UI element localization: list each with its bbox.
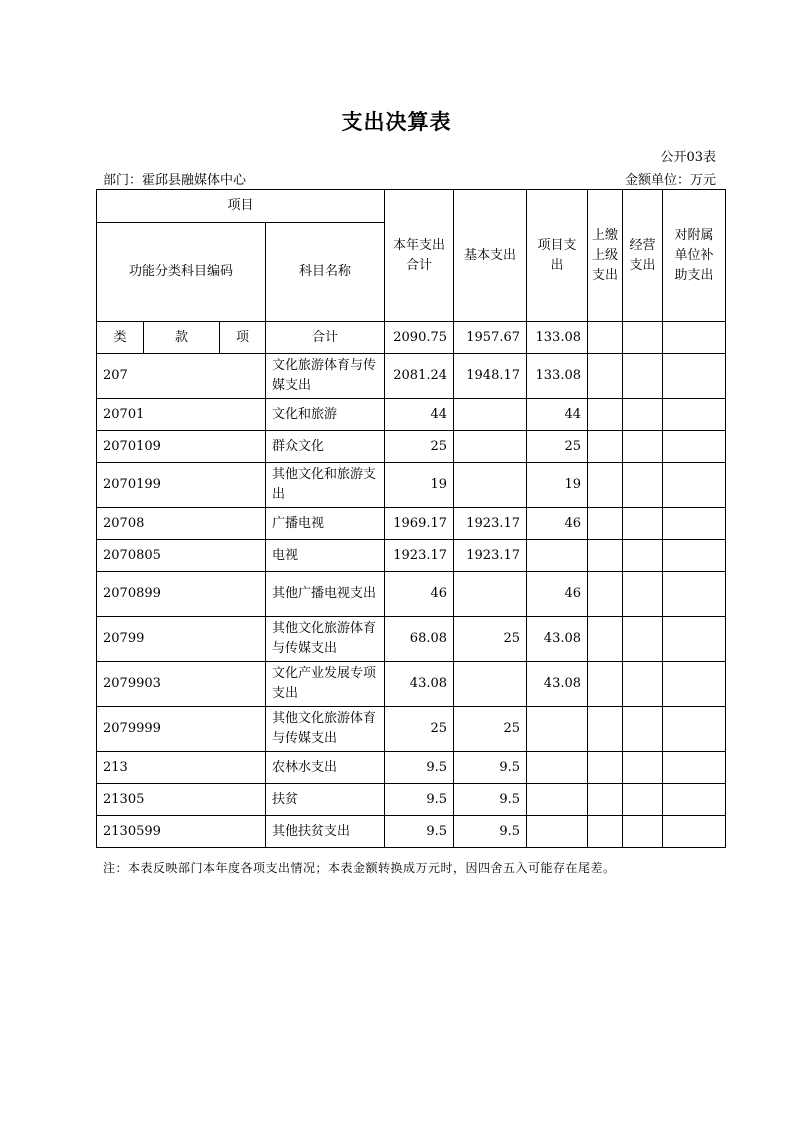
cell-subsidy: [663, 431, 726, 463]
cell-project: [527, 816, 588, 848]
page-title: 支出决算表: [341, 110, 452, 134]
cell-basic: [454, 662, 527, 707]
cell-business: [623, 752, 663, 784]
cell-basic: [454, 463, 527, 508]
cell-name: 文化旅游体育与传媒支出: [266, 354, 385, 399]
cell-subsidy: [663, 399, 726, 431]
cell-code: 20708: [97, 508, 266, 540]
table-row: [97, 572, 726, 617]
cell-name: 扶贫: [266, 784, 385, 816]
cell-upper: [588, 354, 623, 399]
cell-business: [623, 508, 663, 540]
department-label: 部门：霍邱县融媒体中心: [103, 173, 247, 188]
cell-project: 133.08: [527, 322, 588, 354]
cell-upper: [588, 540, 623, 572]
cell-project: [527, 752, 588, 784]
table-row: [97, 752, 726, 784]
cell-business: [623, 431, 663, 463]
table-row: [97, 508, 726, 540]
cell-basic: 9.5: [454, 752, 527, 784]
cell-basic: 1957.67: [454, 322, 527, 354]
cell-upper: [588, 707, 623, 752]
form-number: 公开03表: [660, 150, 716, 165]
header-business: 经营支出: [623, 190, 663, 322]
header-upper: 上缴上级支出: [588, 190, 623, 322]
cell-project: 25: [527, 431, 588, 463]
cell-upper: [588, 572, 623, 617]
cell-project: 46: [527, 572, 588, 617]
cell-subsidy: [663, 508, 726, 540]
cell-name: 其他扶贫支出: [266, 816, 385, 848]
cell-project: 46: [527, 508, 588, 540]
cell-business: [623, 399, 663, 431]
cell-name: 群众文化: [266, 431, 385, 463]
table-row: [97, 540, 726, 572]
cell-total: 1923.17: [385, 540, 454, 572]
cell-upper: [588, 431, 623, 463]
cell-upper: [588, 322, 623, 354]
table-row: [97, 816, 726, 848]
cell-subsidy: [663, 322, 726, 354]
cell-business: [623, 540, 663, 572]
cell-upper: [588, 752, 623, 784]
cell-upper: [588, 399, 623, 431]
table-row: [97, 354, 726, 399]
footnote: 注：本表反映部门本年度各项支出情况；本表金额转换成万元时，因四舍五入可能存在尾差。: [103, 861, 616, 875]
cell-total: 25: [385, 431, 454, 463]
header-xiang: 项: [220, 322, 266, 354]
cell-name: 农林水支出: [266, 752, 385, 784]
cell-upper: [588, 784, 623, 816]
header-subsidy: 对附属单位补助支出: [663, 190, 726, 322]
header-basic: 基本支出: [454, 190, 527, 322]
cell-subsidy: [663, 784, 726, 816]
cell-basic: 1923.17: [454, 508, 527, 540]
cell-basic: 9.5: [454, 816, 527, 848]
cell-name: 其他文化旅游体育与传媒支出: [266, 707, 385, 752]
cell-total: 2081.24: [385, 354, 454, 399]
cell-subsidy: [663, 572, 726, 617]
cell-basic: [454, 572, 527, 617]
cell-upper: [588, 662, 623, 707]
cell-name: 其他广播电视支出: [266, 572, 385, 617]
cell-upper: [588, 463, 623, 508]
table-row: [97, 399, 726, 431]
cell-total: 44: [385, 399, 454, 431]
cell-total: 46: [385, 572, 454, 617]
cell-total: 9.5: [385, 816, 454, 848]
cell-upper: [588, 508, 623, 540]
table-row: [97, 784, 726, 816]
table-row: [97, 431, 726, 463]
cell-name: 文化和旅游: [266, 399, 385, 431]
cell-subsidy: [663, 540, 726, 572]
cell-code: 2079999: [97, 707, 266, 752]
cell-name: 电视: [266, 540, 385, 572]
cell-business: [623, 784, 663, 816]
cell-total: 9.5: [385, 752, 454, 784]
cell-project: 19: [527, 463, 588, 508]
cell-business: [623, 354, 663, 399]
header-project: 项目: [97, 190, 385, 223]
cell-total: 43.08: [385, 662, 454, 707]
cell-total: 25: [385, 707, 454, 752]
cell-code: 2070899: [97, 572, 266, 617]
table-row: [97, 463, 726, 508]
cell-basic: [454, 399, 527, 431]
cell-code: 20799: [97, 617, 266, 662]
header-heji: 合计: [266, 322, 385, 354]
cell-name: 其他文化旅游体育与传媒支出: [266, 617, 385, 662]
header-lei: 类: [97, 322, 144, 354]
cell-code: 2070199: [97, 463, 266, 508]
cell-subsidy: [663, 707, 726, 752]
cell-business: [623, 707, 663, 752]
unit-label: 金额单位：万元: [624, 173, 716, 188]
cell-basic: 25: [454, 707, 527, 752]
cell-total: 19: [385, 463, 454, 508]
cell-code: 2070805: [97, 540, 266, 572]
cell-business: [623, 617, 663, 662]
cell-business: [623, 572, 663, 617]
cell-business: [623, 816, 663, 848]
cell-name: 其他文化和旅游支出: [266, 463, 385, 508]
table-row: [97, 707, 726, 752]
table-row: [97, 617, 726, 662]
cell-code: 21305: [97, 784, 266, 816]
cell-upper: [588, 617, 623, 662]
cell-basic: 9.5: [454, 784, 527, 816]
cell-total: 68.08: [385, 617, 454, 662]
cell-subsidy: [663, 662, 726, 707]
cell-business: [623, 463, 663, 508]
cell-code: 2070109: [97, 431, 266, 463]
cell-project: 43.08: [527, 662, 588, 707]
cell-total: 2090.75: [385, 322, 454, 354]
total-row: [97, 322, 726, 354]
cell-code: 20701: [97, 399, 266, 431]
cell-name: 文化产业发展专项支出: [266, 662, 385, 707]
cell-code: 2130599: [97, 816, 266, 848]
cell-upper: [588, 816, 623, 848]
cell-basic: 1923.17: [454, 540, 527, 572]
cell-code: 207: [97, 354, 266, 399]
cell-business: [623, 322, 663, 354]
header-subject-name: 科目名称: [266, 223, 385, 322]
cell-project: [527, 784, 588, 816]
header-kuan: 款: [144, 322, 220, 354]
cell-total: 1969.17: [385, 508, 454, 540]
cell-subsidy: [663, 752, 726, 784]
cell-subsidy: [663, 617, 726, 662]
cell-project: 43.08: [527, 617, 588, 662]
cell-subsidy: [663, 354, 726, 399]
table-row: [97, 662, 726, 707]
cell-basic: [454, 431, 527, 463]
cell-code: 2079903: [97, 662, 266, 707]
cell-subsidy: [663, 463, 726, 508]
cell-project: 44: [527, 399, 588, 431]
cell-project: [527, 540, 588, 572]
cell-code: 213: [97, 752, 266, 784]
cell-total: 9.5: [385, 784, 454, 816]
cell-project: [527, 707, 588, 752]
header-project-expense: 项目支出: [527, 190, 588, 322]
header-total: 本年支出合计: [385, 190, 454, 322]
cell-basic: 1948.17: [454, 354, 527, 399]
cell-subsidy: [663, 816, 726, 848]
cell-project: 133.08: [527, 354, 588, 399]
cell-business: [623, 662, 663, 707]
expenditure-table: [96, 189, 726, 848]
header-func-code: 功能分类科目编码: [97, 223, 266, 322]
cell-name: 广播电视: [266, 508, 385, 540]
cell-basic: 25: [454, 617, 527, 662]
